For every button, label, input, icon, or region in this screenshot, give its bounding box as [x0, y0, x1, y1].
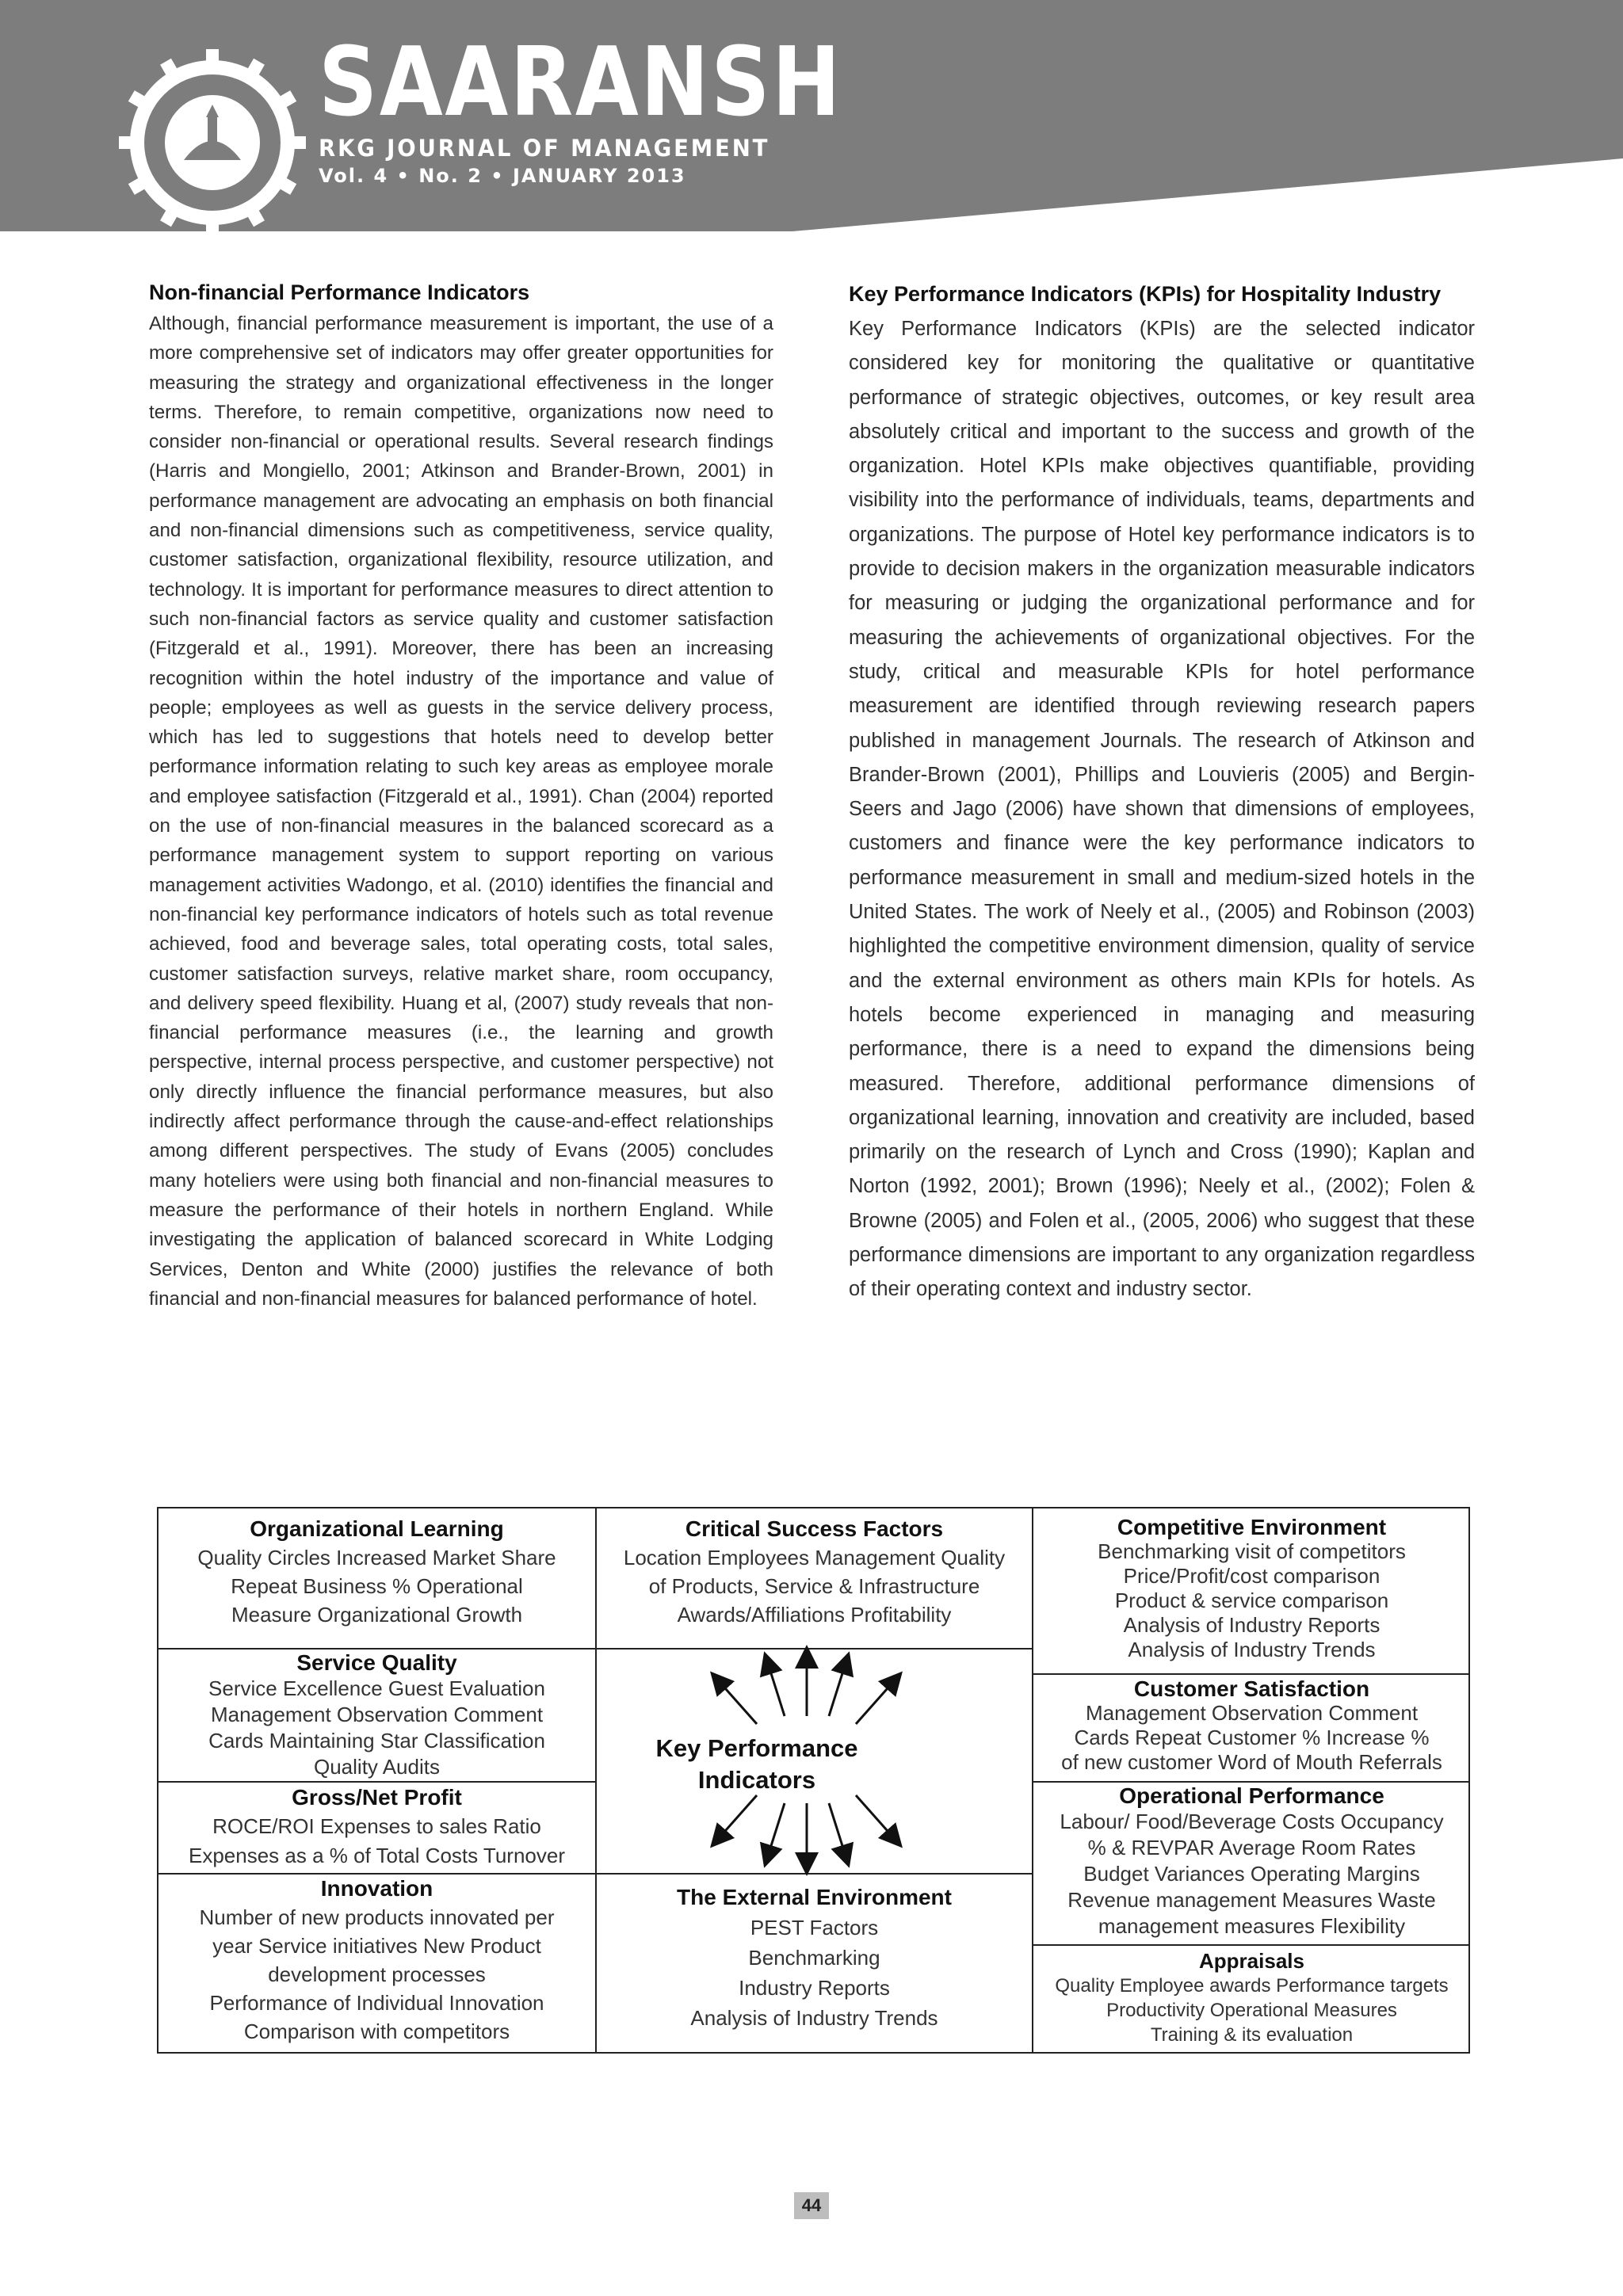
- cell-customer-satisfaction: Customer Satisfaction Management Observation Comment Cards Repeat Customer % Increase % of new customer Word of Mouth Referrals: [1061, 1676, 1442, 1774]
- cell-competitive-environment: Competitive Environment Benchmarking visit of competitors Price/Profit/cost comparison Product & service comparison Analysis of Industry Reports Analysis of Industry Trends: [1098, 1515, 1406, 1661]
- kpi-center-label: Key Performance Indicators: [655, 1734, 858, 1794]
- cell-critical-success-factors: Critical Success Factors Location Employees Management Quality of Products, Service & Infrastructure Awards/Affiliations Profitability: [623, 1516, 1006, 1627]
- section-heading: Non-financial Performance Indicators: [149, 280, 530, 304]
- section-heading: Key Performance Indicators (KPIs) for Hospitality Industry: [849, 282, 1442, 306]
- arrow-up-right: [829, 1656, 848, 1716]
- arrow-down-left: [766, 1803, 785, 1863]
- arrow-right-down: [856, 1795, 899, 1844]
- cell-appraisals: Appraisals Quality Employee awards Performance targets Productivity Operational Measures Training & its evaluation: [1055, 1949, 1449, 2046]
- page-number: 44: [794, 2192, 829, 2219]
- cell-innovation: Innovation Number of new products innovated per year Service initiatives New Product development processes Performance of Individual Innovation Comparison with competitors: [199, 1876, 555, 2043]
- right-column: [849, 277, 1475, 1307]
- left-column: [149, 277, 773, 1314]
- journal-subtitle: RKG JOURNAL OF MANAGEMENT: [319, 135, 770, 162]
- issue-info: Vol. 4 • No. 2 • JANUARY 2013: [319, 165, 686, 187]
- kpi-diagram: [157, 1507, 1470, 2054]
- arrow-left-up: [713, 1675, 757, 1724]
- cell-gross-net-profit: Gross/Net Profit ROCE/ROI Expenses to sales Ratio Expenses as a % of Total Costs Turnover: [189, 1785, 565, 1867]
- masthead: [319, 28, 928, 187]
- cell-organizational-learning: Organizational Learning Quality Circles Increased Market Share Repeat Business % Operational Measure Organizational Growth: [197, 1516, 556, 1627]
- section-body: Key Performance Indicators (KPIs) are the selected indicator considered key for monitoring the qualitative or quantitative performance of strategic objectives, outcomes, or key result area absolutely critical and important to the success and growth of the organization. Hotel KPIs make objectives quantifiable, providing visibility into the performance of individuals, teams, departments and organizations. The purpose of Hotel key performance indicators is to provide to decision makers in the organization measurable indicators for measuring or judging the organizational performance and for measuring the achievements of organizational objectives. For the study, critical and measurable KPIs for hotel performance measurement are identified through reviewing research papers published in management Journals. The research of Atkinson and Brander-Brown (2001), Phillips and Louvieris (2005) and Bergin-Seers and Jago (2006) have shown that dimensions of employees, customers and finance were the key performance indicators to performance measurement in small and medium-sized hotels in the United States. The work of Neely et al., (2005) and Robinson (2003) highlighted the competitive environment dimension, quality of service and the external environment as others main KPIs for hotels. As hotels become experienced in managing and measuring performance, there is a need to expand the dimensions being measured. Therefore, additional performance dimensions of organizational learning, innovation and creativity are included, based primarily on the research of Lynch and Cross (1990); Kaplan and Norton (1992, 2001); Brown (1996); Neely et al., (2002); Folen & Browne (2005) and Folen et al., (2005, 2006) who suggest that these performance dimensions are important to any organization regardless of their operating context and industry sector.: [849, 318, 1475, 1301]
- section-body: Although, financial performance measurement is important, the use of a more comprehensive set of indicators may offer greater opportunities for measuring the strategy and organizational effectiveness in the longer terms. Therefore, to remain competitive, organizations now need to consider non-financial or operational results. Several research findings (Harris and Mongiello, 2001; Atkinson and Brander-Brown, 2001) in performance management are advocating an emphasis on both financial and non-financial dimensions such as competitiveness, service quality, customer satisfaction, organizational flexibility, resource utilization, and technology. It is important for performance measures to direct attention to such non-financial factors as service quality and customer satisfaction (Fitzgerald et al., 1991). Moreover, there has been an increasing recognition within the hotel industry of the importance and value of people; employees as well as guests in the service delivery process, which has led to suggestions that hotels need to develop better performance information relating to such key areas as employee morale and employee satisfaction (Fitzgerald et al., 1991). Chan (2004) reported on the use of non-financial measures in the balanced scorecard as a performance management system to support reporting on various management activities Wadongo, et al. (2010) identifies the financial and non-financial key performance indicators of hotels such as total revenue achieved, food and beverage sales, total operating costs, total sales, customer satisfaction surveys, relative market share, room occupancy, and delivery speed flexibility. Huang et al, (2007) study reveals that non-financial performance measures (i.e., the learning and growth perspective, internal process perspective, and customer perspective) not only directly influence the financial performance measures, but also indirectly affect performance through the cause-and-effect relationships among different perspectives. The study of Evans (2005) concludes many hoteliers were using both financial and non-financial measures to measure the performance of their hotels in northern England. While investigating the application of balanced scorecard in White Lodging Services, Denton and White (2000) justifies the relevance of both financial and non-financial measures for balanced performance of hotel.: [149, 313, 773, 1310]
- arrow-up-left: [766, 1656, 785, 1716]
- cell-external-environment: The External Environment PEST Factors Benchmarking Industry Reports Analysis of Industry Trends: [677, 1885, 952, 2030]
- cell-operational-performance: Operational Performance Labour/ Food/Beverage Costs Occupancy % & REVPAR Average Room Rates Budget Variances Operating Margins Revenue management Measures Waste management measures Flexibility: [1060, 1783, 1444, 1938]
- cell-service-quality: Service Quality Service Excellence Guest Evaluation Management Observation Comment Cards Maintaining Star Classification Quality Audits: [208, 1650, 545, 1779]
- institution-logo: [119, 49, 306, 236]
- arrow-down-right: [829, 1803, 848, 1863]
- journal-title: SAARANSH: [319, 28, 843, 138]
- arrow-left-down: [713, 1795, 757, 1844]
- arrow-right-up: [856, 1675, 899, 1724]
